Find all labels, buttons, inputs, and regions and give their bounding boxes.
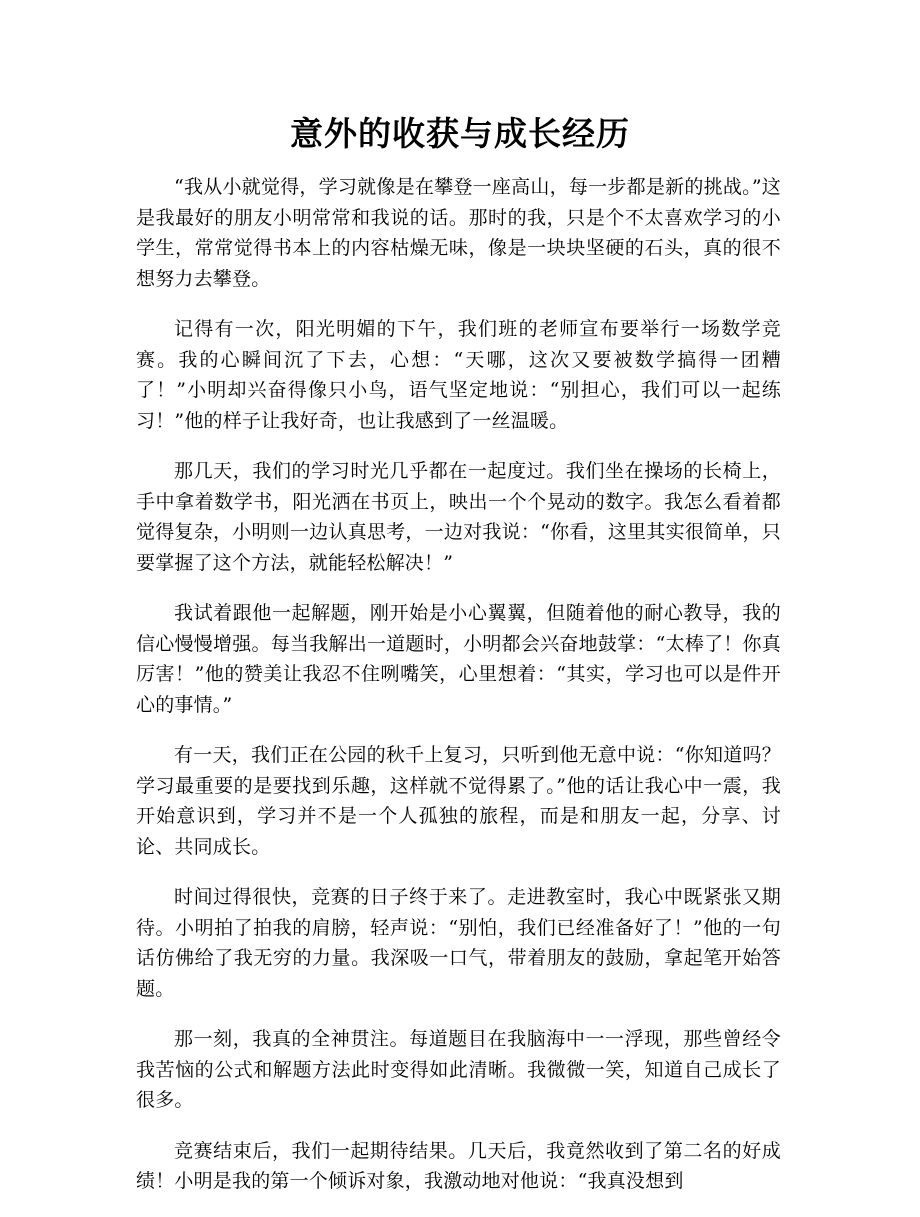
paragraph-1: “我从小就觉得，学习就像是在攀登一座高山，每一步都是新的挑战。”这是我最好的朋友小明常常和我说的话。那时的我，只是个不太喜欢学习的小学生，常常觉得书本上的内容枯燥无味，像是一块块坚硬的石头，真的很不想努力去攀登。 — [136, 176, 781, 290]
paragraph-2: 记得有一次，阳光明媚的下午，我们班的老师宣布要举行一场数学竞赛。我的心瞬间沉了下去，心想：“天哪，这次又要被数学搞得一团糟了！”小明却兴奋得像只小鸟，语气坚定地说：“别担心，我们可以一起练习！”他的样子让我好奇，也让我感到了一丝温暖。 — [136, 318, 781, 432]
paragraph-5: 有一天，我们正在公园的秋千上复习，只听到他无意中说：“你知道吗？学习最重要的是要找到乐趣，这样就不觉得累了。”他的话让我心中一震，我开始意识到，学习并不是一个人孤独的旅程，而是和朋友一起，分享、讨论、共同成长。 — [136, 744, 781, 858]
document-title: 意外的收获与成长经历 — [290, 114, 630, 153]
paragraph-6: 时间过得很快，竞赛的日子终于来了。走进教室时，我心中既紧张又期待。小明拍了拍我的肩膀，轻声说：“别怕，我们已经准备好了！”他的一句话仿佛给了我无穷的力量。我深吸一口气，带着朋友的鼓励，拿起笔开始答题。 — [136, 886, 781, 1000]
paragraph-7: 那一刻，我真的全神贯注。每道题目在我脑海中一一浮现，那些曾经令我苦恼的公式和解题方法此时变得如此清晰。我微微一笑，知道自己成长了很多。 — [136, 1028, 781, 1111]
paragraph-3: 那几天，我们的学习时光几乎都在一起度过。我们坐在操场的长椅上，手中拿着数学书，阳光洒在书页上，映出一个个晃动的数字。我怎么看着都觉得复杂，小明则一边认真思考，一边对我说：“你看，这里其实很简单，只要掌握了这个方法，就能轻松解决！” — [136, 460, 781, 574]
paragraph-4: 我试着跟他一起解题，刚开始是小心翼翼，但随着他的耐心教导，我的信心慢慢增强。每当我解出一道题时，小明都会兴奋地鼓掌：“太棒了！你真厉害！”他的赞美让我忍不住咧嘴笑，心里想着：“其实，学习也可以是件开心的事情。” — [136, 602, 781, 716]
paragraph-8: 竞赛结束后，我们一起期待结果。几天后，我竟然收到了第二名的好成绩！小明是我的第一个倾诉对象，我激动地对他说：“我真没想到 — [136, 1139, 781, 1192]
document-body — [136, 172, 781, 1217]
